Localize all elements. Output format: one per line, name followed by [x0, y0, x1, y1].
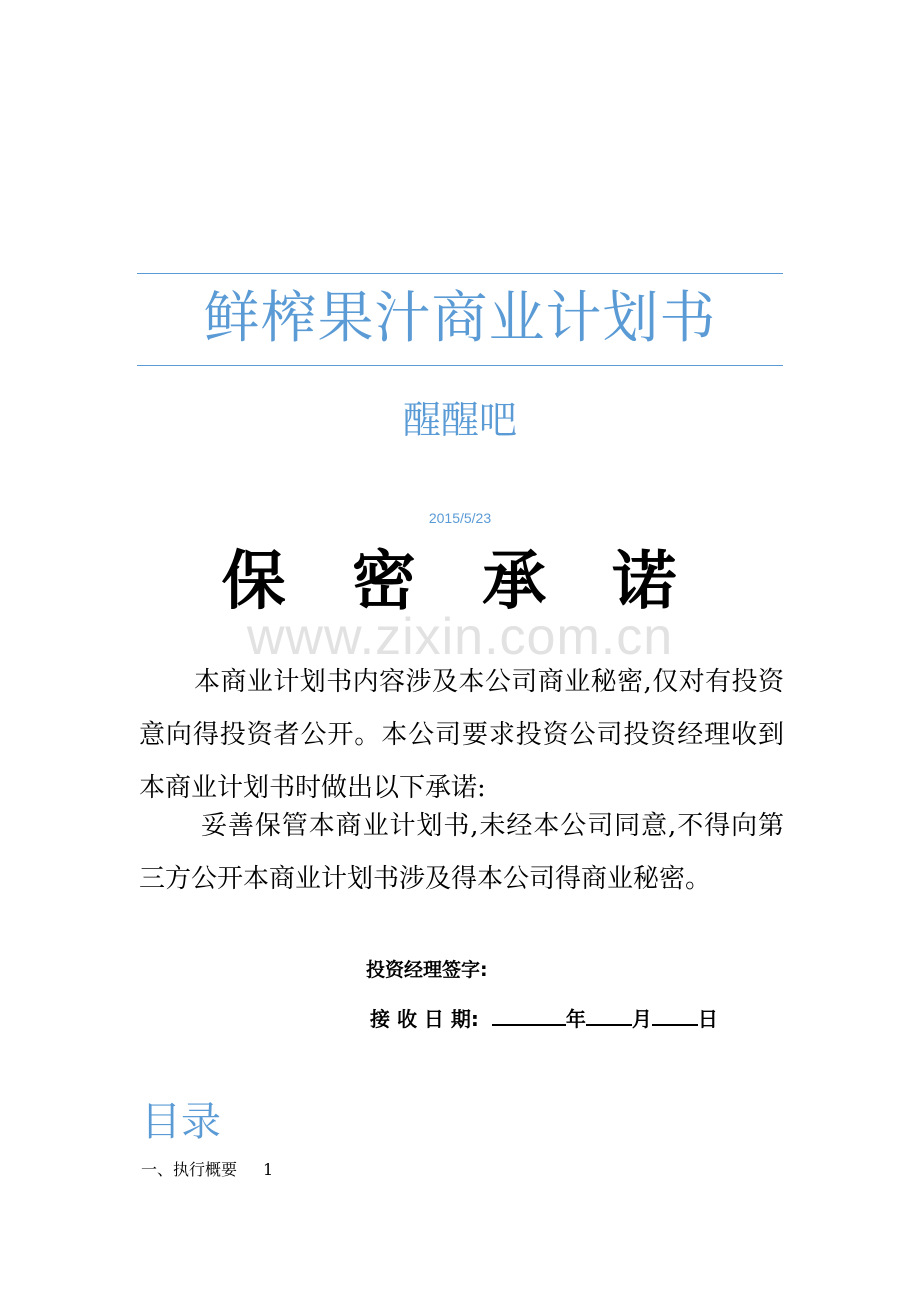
year-label: 年: [565, 1007, 586, 1031]
confidentiality-heading: 保 密 承 诺: [221, 545, 699, 619]
month-blank: [586, 1002, 632, 1026]
watermark-text: www.zixin.com.cn: [246, 608, 674, 666]
signature-label: 投资经理签字:: [366, 959, 488, 981]
title-top-rule: [137, 273, 783, 274]
toc-item[interactable]: [141, 1157, 273, 1183]
toc-item-label: 一、执行概要: [141, 1160, 238, 1179]
toc-title: 目录: [141, 1099, 221, 1145]
toc-item-page: 1: [263, 1160, 274, 1179]
title-bottom-rule: [137, 365, 783, 366]
day-label: 日: [697, 1007, 718, 1031]
year-blank: [492, 1002, 566, 1026]
document-title: 鲜榨果汁商业计划书: [203, 286, 717, 351]
confidentiality-paragraph-2: 妥善保管本商业计划书,未经本公司同意,不得向第三方公开本商业计划书涉及得本公司得商业秘密。: [139, 811, 784, 894]
receive-date-line: [370, 1002, 718, 1035]
day-blank: [652, 1002, 698, 1026]
confidentiality-paragraph-1: 本商业计划书内容涉及本公司商业秘密,仅对有投资意向得投资者公开。本公司要求投资公司投资经理收到本商业计划书时做出以下承诺:: [139, 667, 784, 803]
document-subtitle: 醒醒吧: [402, 398, 517, 442]
document-date: 2015/5/23: [428, 510, 492, 526]
month-label: 月: [631, 1007, 652, 1031]
receive-date-label: 接 收 日 期:: [370, 1007, 479, 1031]
